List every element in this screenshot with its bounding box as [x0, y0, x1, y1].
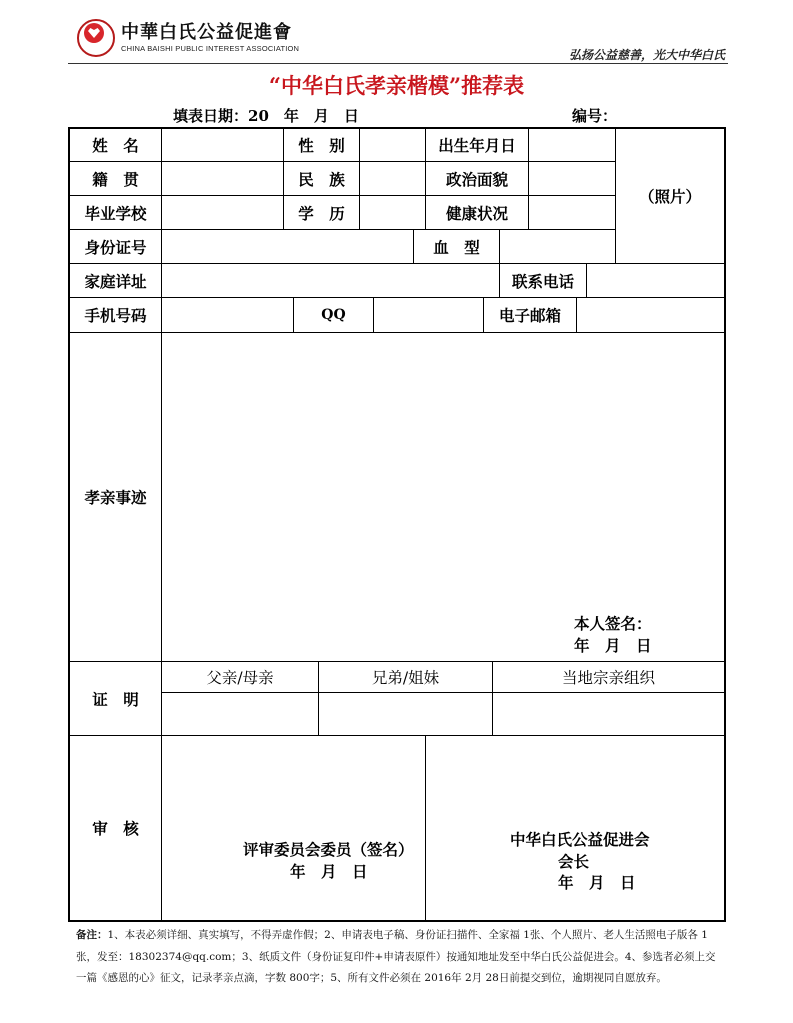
ethnicity-input[interactable]: [360, 162, 425, 195]
phone-input[interactable]: [587, 264, 724, 297]
association-signature-date: 年 月 日: [558, 873, 636, 892]
label-id-number: 身份证号: [84, 237, 147, 257]
org-logo: [77, 16, 309, 62]
birth-date-input[interactable]: [529, 129, 615, 161]
self-signature-label: 本人签名：: [574, 614, 652, 633]
label-address: 家庭详址: [84, 271, 147, 291]
label-phone: 联系电话: [511, 271, 574, 291]
notes-label: 备注：: [76, 929, 108, 941]
label-filial-deeds: 孝亲事迹: [84, 488, 147, 507]
association-name: 中华白氏公益促进会: [510, 830, 650, 849]
association-president-label: 会长: [558, 852, 590, 871]
form-title: “中华白氏孝亲楷模”推荐表: [268, 73, 525, 98]
label-qq: QQ: [321, 307, 346, 323]
label-birth-date: 出生年月日: [438, 136, 516, 155]
slogan: 弘扬公益慈善，光大中华白氏: [568, 48, 725, 62]
table-border-right: [724, 127, 726, 922]
self-signature-date: 年 月 日: [574, 636, 652, 655]
committee-signature-label: 评审委员会委员（签名）: [243, 840, 414, 859]
proof-clan-header: 当地宗亲组织: [561, 669, 655, 687]
origin-input[interactable]: [162, 162, 283, 195]
address-input[interactable]: [162, 264, 499, 297]
health-input[interactable]: [529, 196, 615, 229]
form-notes: [76, 925, 726, 990]
proof-parents-header: 父亲/母亲: [206, 669, 274, 687]
committee-review-area[interactable]: [162, 736, 425, 920]
label-mobile: 手机号码: [84, 306, 147, 325]
label-health: 健康状况: [445, 203, 508, 223]
school-input[interactable]: [162, 196, 283, 229]
org-name-en: CHINA BAISHI PUBLIC INTEREST ASSOCIATION: [121, 44, 300, 53]
fill-date: 填表日期：20 年 月 日: [173, 107, 359, 125]
notes-text: 1、本表必须详细、真实填写，不得弄虚作假；2、申请表电子稿、身份证扫描件、全家福 1张、个人照片、老人生活照电子版各 1张，发至：18302374@qq.com；3、纸质文件（身份证复印件+申请表原件）按通知地址发至中华白氏公益促进会。4、参选者必须上交一篇《感恩的心》征文，记录孝亲点滴，字数 800字；5、所有文件必须在 2016年 2月 28日前提交到位，逾期视同自愿放弃。: [76, 929, 716, 984]
label-school: 毕业学校: [84, 203, 147, 223]
mobile-input[interactable]: [162, 298, 293, 332]
proof-clan-input[interactable]: [493, 693, 724, 735]
label-gender: 性 别: [298, 136, 345, 155]
header-divider: [68, 63, 728, 64]
photo-placeholder[interactable]: （照片）: [638, 187, 701, 206]
label-review: 审 核: [92, 819, 139, 838]
serial-number-label: 编号：: [572, 107, 618, 125]
label-blood-type: 血 型: [433, 237, 480, 257]
political-status-input[interactable]: [529, 162, 615, 195]
education-input[interactable]: [360, 196, 425, 229]
committee-signature-date: 年 月 日: [290, 862, 368, 881]
proof-parents-input[interactable]: [162, 693, 318, 735]
email-input[interactable]: [577, 298, 724, 332]
gender-input[interactable]: [360, 129, 425, 161]
proof-siblings-header: 兄弟/姐妹: [371, 669, 440, 687]
qq-input[interactable]: [374, 298, 483, 332]
label-education: 学 历: [298, 203, 345, 223]
label-email: 电子邮箱: [498, 306, 561, 325]
label-name: 姓 名: [92, 136, 139, 155]
table-border-bottom: [68, 920, 726, 922]
label-political-status: 政治面貌: [445, 169, 508, 189]
proof-siblings-input[interactable]: [319, 693, 492, 735]
blood-type-input[interactable]: [500, 230, 615, 263]
label-ethnicity: 民 族: [298, 169, 345, 189]
org-name-cn: 中華白氏公益促進會: [121, 22, 292, 43]
name-input[interactable]: [162, 129, 283, 161]
label-proof: 证 明: [92, 689, 139, 709]
label-origin: 籍 贯: [92, 169, 139, 189]
id-number-input[interactable]: [162, 230, 413, 263]
